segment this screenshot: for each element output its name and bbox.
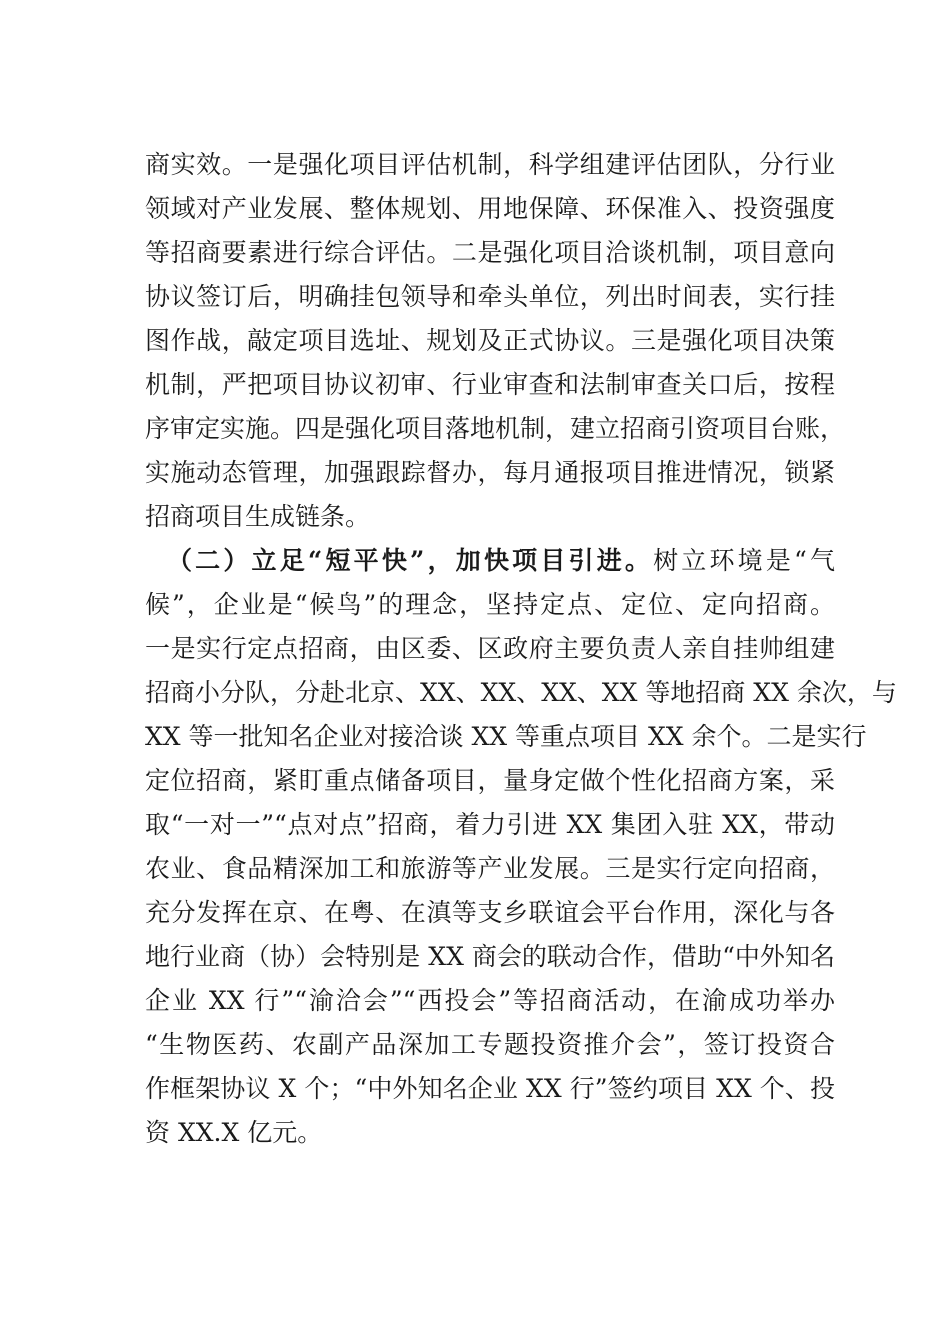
- paragraph-line: 充分发挥在京、在粤、在滇等支乡联谊会平台作用，深化与各: [145, 898, 835, 927]
- paragraph-line: 资 XX.X 亿元。: [145, 1118, 323, 1147]
- paragraph-1: [145, 143, 846, 539]
- paragraph-line: 序审定实施。四是强化项目落地机制，建立招商引资项目台账，: [145, 414, 846, 443]
- paragraph-first-line: [145, 539, 835, 583]
- paragraph-line: 商实效。一是强化项目评估机制，科学组建评估团队，分行业: [145, 150, 835, 179]
- paragraph-2: [145, 539, 897, 1155]
- paragraph-line: 企业 XX 行”“渝洽会”“西投会”等招商活动，在渝成功举办: [145, 986, 835, 1015]
- paragraph-line: 领域对产业发展、整体规划、用地保障、环保准入、投资强度: [145, 194, 835, 223]
- paragraph-line: 招商小分队，分赴北京、XX、XX、XX、XX 等地招商 XX 余次，与: [145, 678, 897, 707]
- paragraph-line: 农业、食品精深加工和旅游等产业发展。三是实行定向招商，: [145, 854, 835, 883]
- section-heading: （二）立足“短平快”，加快项目引进。: [167, 546, 654, 575]
- paragraph-line: 实施动态管理，加强跟踪督办，每月通报项目推进情况，锁紧: [145, 458, 835, 487]
- paragraph-line: 候”，企业是“候鸟”的理念，坚持定点、定位、定向招商。: [145, 590, 835, 619]
- paragraph-line: 一是实行定点招商，由区委、区政府主要负责人亲自挂帅组建: [145, 634, 835, 663]
- paragraph-line: 取“一对一”“点对点”招商，着力引进 XX 集团入驻 XX，带动: [145, 810, 835, 839]
- paragraph-line: 定位招商，紧盯重点储备项目，量身定做个性化招商方案，采: [145, 766, 835, 795]
- paragraph-line: 协议签订后，明确挂包领导和牵头单位，列出时间表，实行挂: [145, 282, 835, 311]
- first-line-text: 树立环境是“气: [653, 546, 835, 575]
- paragraph-line: “生物医药、农副产品深加工专题投资推介会”，签订投资合: [145, 1030, 835, 1059]
- paragraph-line: 地行业商（协）会特别是 XX 商会的联动合作，借助“中外知名: [145, 942, 835, 971]
- paragraph-line: XX 等一批知名企业对接洽谈 XX 等重点项目 XX 余个。二是实行: [145, 722, 867, 751]
- paragraph-line: 招商项目生成链条。: [145, 502, 371, 531]
- paragraph-line: 作框架协议 X 个；“中外知名企业 XX 行”签约项目 XX 个、投: [145, 1074, 835, 1103]
- paragraph-line: 图作战，敲定项目选址、规划及正式协议。三是强化项目决策: [145, 326, 835, 355]
- paragraph-line: 等招商要素进行综合评估。二是强化项目洽谈机制，项目意向: [145, 238, 835, 267]
- paragraph-line: 机制，严把项目协议初审、行业审查和法制审查关口后，按程: [145, 370, 835, 399]
- document-body: [145, 143, 897, 1155]
